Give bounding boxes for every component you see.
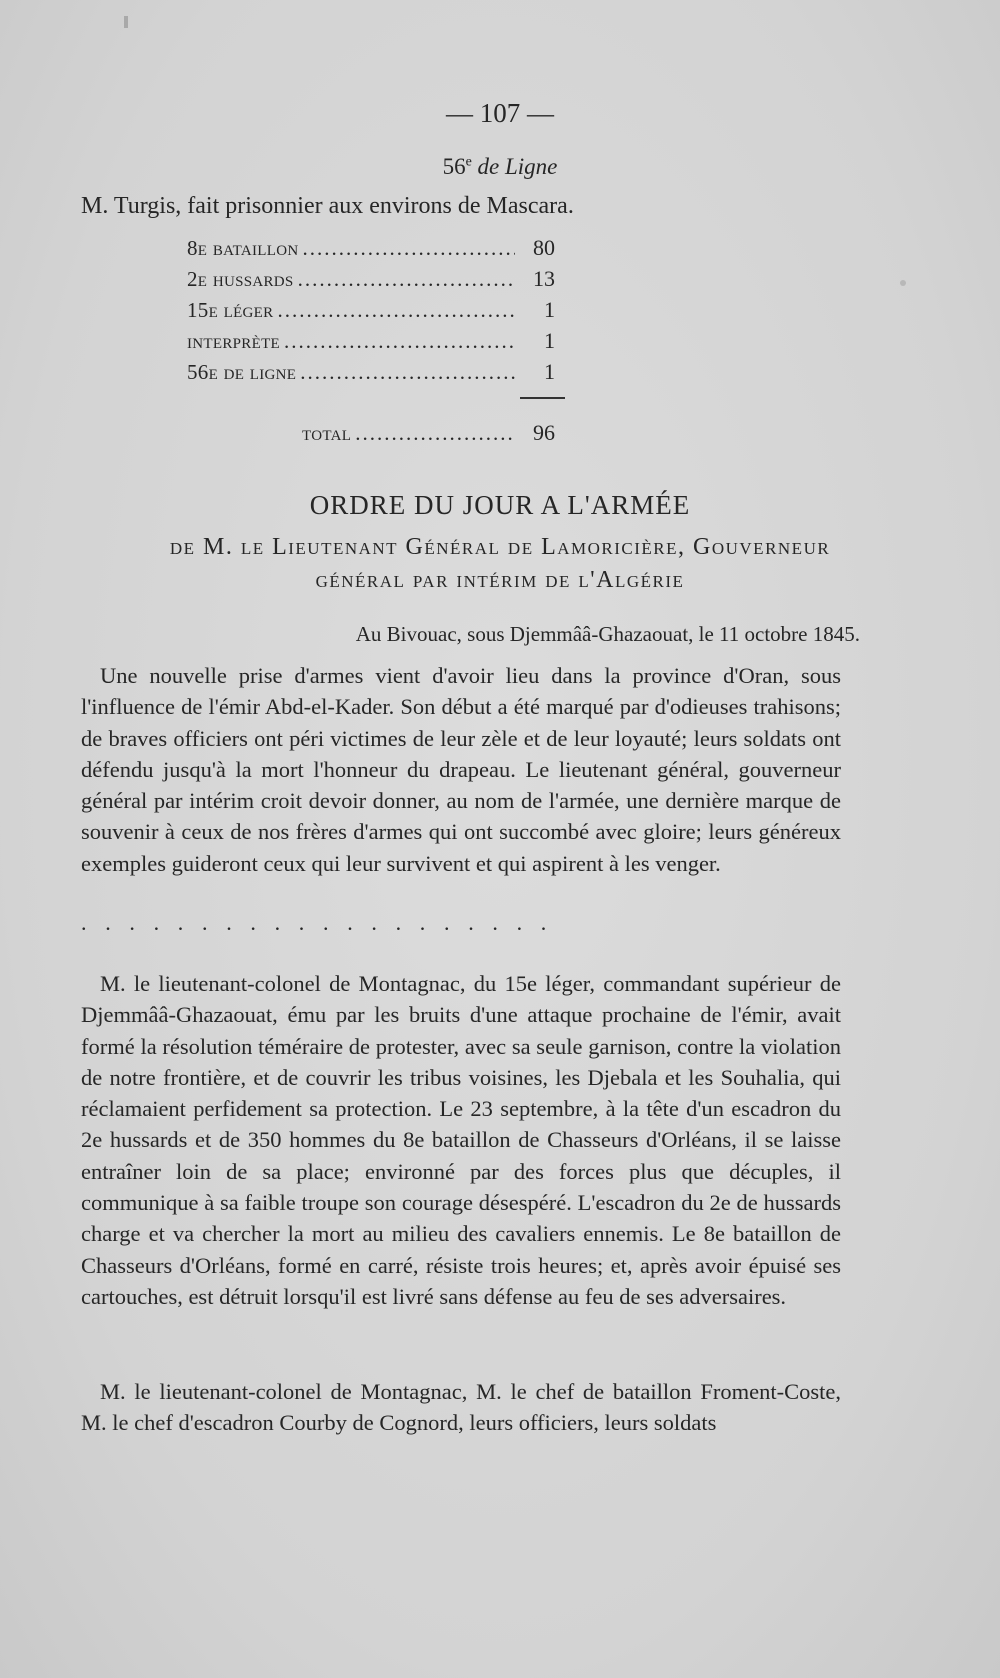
total-value: 96 xyxy=(533,420,555,445)
dateline: Au Bivouac, sous Djemmââ-Ghazaouat, le 11 octobre 1845. xyxy=(355,622,860,646)
leader-dots xyxy=(284,329,515,354)
paragraph-text: Une nouvelle prise d'armes vient d'avoir lieu dans la province d'Oran, sous l'influence de l'émir Abd-el-Kader. Son début a été marqué par d'odieuses trahisons; de braves officiers ont péri victimes de leur zèle et de leur loyauté; leurs soldats ont défendu jusqu'à la mort l'honneur du drapeau. Le lieutenant général, gouverneur général par intérim croit devoir donner, au nom de l'armée, une dernière marque de souvenir à ceux de nos frères d'armes qui ont succombé avec gloire; leurs généreux exemples guideront ceux qui leur survivent et qui aspirent à les venger. xyxy=(81,663,841,876)
tally-value: 1 xyxy=(544,359,555,384)
tally-label: 2e hussards xyxy=(187,267,294,291)
paragraph-text: M. le lieutenant-colonel de Montagnac, M. le chef de bataillon Froment-Coste, M. le chef d'escadron Courby de Cognord, leurs officiers, leurs soldats xyxy=(81,1379,841,1436)
regiment-heading xyxy=(0,154,1000,180)
regiment-title: de Ligne xyxy=(477,154,558,179)
leader-dots xyxy=(277,298,515,323)
ellipsis-break: .................... xyxy=(81,910,565,935)
order-title: ORDRE DU JOUR A L'ARMÉE xyxy=(309,490,691,520)
leader-dots xyxy=(355,421,515,446)
order-paragraph-1 xyxy=(81,660,841,879)
tally-value: 1 xyxy=(544,297,555,322)
leader-dots xyxy=(298,267,515,292)
tally-label: 15e léger xyxy=(187,298,274,322)
tally-label: interprète xyxy=(187,329,280,353)
total-rule xyxy=(520,397,565,399)
order-subtitle-line1: de M. le Lieutenant Général de Lamoricière, Gouverneur xyxy=(169,534,831,560)
tally-row xyxy=(187,235,555,266)
page-number: — 107 — xyxy=(446,98,554,128)
tally-label: 8e bataillon xyxy=(187,236,299,260)
tally-row xyxy=(187,328,555,359)
tally-total-row xyxy=(302,420,555,451)
paper-mark xyxy=(124,16,128,28)
regiment-number: 56 xyxy=(442,154,466,179)
tally-row xyxy=(187,266,555,297)
regiment-number-suffix: e xyxy=(465,154,472,170)
total-label: total xyxy=(302,421,352,445)
tally-value: 1 xyxy=(544,328,555,353)
tally-value: 80 xyxy=(533,235,555,260)
paragraph-text: M. le lieutenant-colonel de Montagnac, du 15e léger, commandant supérieur de Djemmââ-Ghazaouat, ému par les bruits d'une attaque prochaine de l'émir, avait formé la résolution téméraire de protester, avec sa seule garnison, contre la violation de notre frontière, et de couvrir les tribus voisines, les Djebala et les Souhalia, qui réclamaient perfidement sa protection. Le 23 septembre, à la tête d'un escadron du 2e hussards et de 350 hommes du 8e bataillon de Chasseurs d'Orléans, il se laisse entraîner loin de sa place; environné par des forces plus que décuples, il communique à sa faible troupe son courage désespéré. L'escadron du 2e de hussards charge et va chercher la mort au milieu des cavaliers ennemis. Le 8e bataillon de Chasseurs d'Orléans, formé en carré, résiste trois heures; et, après avoir épuisé ses cartouches, est détruit lorsqu'il est livré sans défense au feu de ses adversaires. xyxy=(81,971,841,1309)
leader-dots xyxy=(302,236,515,261)
tally-label: 56e de ligne xyxy=(187,360,297,384)
casualty-tally xyxy=(187,235,555,390)
paper-stain xyxy=(900,280,906,286)
tally-row xyxy=(187,359,555,390)
prisoner-line: M. Turgis, fait prisonnier aux environs de Mascara. xyxy=(81,193,574,219)
order-paragraph-2 xyxy=(81,968,841,1312)
tally-total xyxy=(302,420,555,451)
tally-row xyxy=(187,297,555,328)
leader-dots xyxy=(300,360,515,385)
order-paragraph-3 xyxy=(81,1376,841,1439)
tally-value: 13 xyxy=(533,266,555,291)
order-subtitle-line2: général par intérim de l'Algérie xyxy=(315,567,685,593)
